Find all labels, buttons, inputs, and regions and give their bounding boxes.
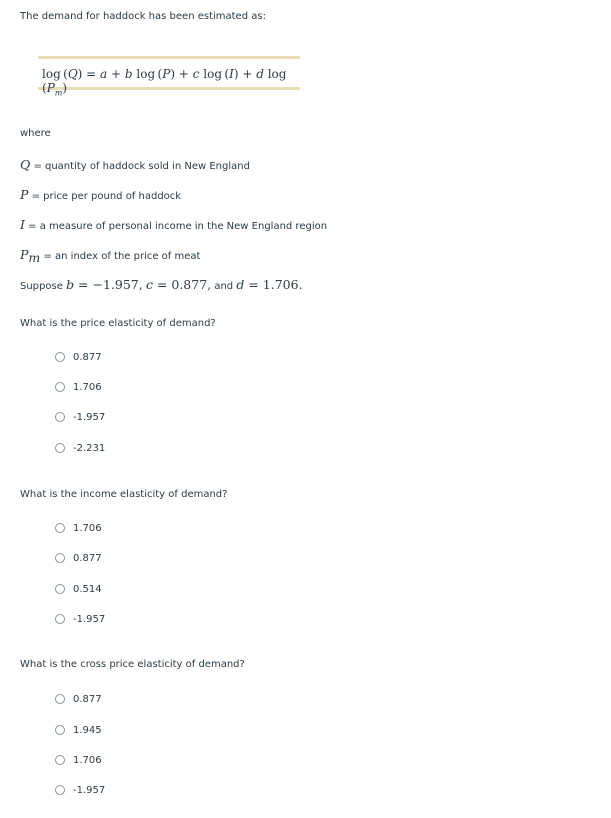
q2-option-4[interactable]: -1.957 xyxy=(55,614,105,625)
q3-option-4[interactable]: -1.957 xyxy=(55,785,105,796)
q3-option-3[interactable]: 1.706 xyxy=(55,755,102,766)
question-3-text: What is the cross price elasticity of demand? xyxy=(20,659,245,670)
where-label: where xyxy=(20,128,51,139)
radio-button[interactable] xyxy=(55,443,65,453)
radio-button[interactable] xyxy=(55,694,65,704)
radio-button[interactable] xyxy=(55,382,65,392)
q3-option-2[interactable]: 1.945 xyxy=(55,725,102,736)
intro-text: The demand for haddock has been estimated as: xyxy=(20,11,266,22)
radio-button[interactable] xyxy=(55,352,65,362)
question-2-text: What is the income elasticity of demand? xyxy=(20,489,228,500)
definition-p: P = price per pound of haddock xyxy=(20,187,182,202)
radio-button[interactable] xyxy=(55,785,65,795)
radio-button[interactable] xyxy=(55,412,65,422)
q1-option-4[interactable]: -2.231 xyxy=(55,443,105,454)
q2-option-1[interactable]: 1.706 xyxy=(55,523,102,534)
radio-button[interactable] xyxy=(55,725,65,735)
suppose-text: Suppose b = −1.957, c = 0.877, and d = 1.706. xyxy=(20,277,303,292)
q2-option-2[interactable]: 0.877 xyxy=(55,553,102,564)
demand-equation: log (Q) = a + b log (P) + c log (I) + d $\log (P_m)$ xyxy=(42,67,289,98)
q3-option-1[interactable]: 0.877 xyxy=(55,694,102,705)
radio-button[interactable] xyxy=(55,584,65,594)
q1-option-2[interactable]: 1.706 xyxy=(55,382,102,393)
radio-button[interactable] xyxy=(55,614,65,624)
radio-button[interactable] xyxy=(55,523,65,533)
radio-button[interactable] xyxy=(55,553,65,563)
equation-box xyxy=(38,56,300,98)
q1-option-1[interactable]: 0.877 xyxy=(55,352,102,363)
radio-button[interactable] xyxy=(55,755,65,765)
definition-pm: $P_m$ = an index of the price of meat xyxy=(20,247,201,265)
definition-i: I = a measure of personal income in the New England region xyxy=(20,217,328,232)
question-1-text: What is the price elasticity of demand? xyxy=(20,318,216,329)
q1-option-3[interactable]: -1.957 xyxy=(55,412,105,423)
q2-option-3[interactable]: 0.514 xyxy=(55,584,102,595)
definition-q: Q = quantity of haddock sold in New England xyxy=(20,157,250,172)
